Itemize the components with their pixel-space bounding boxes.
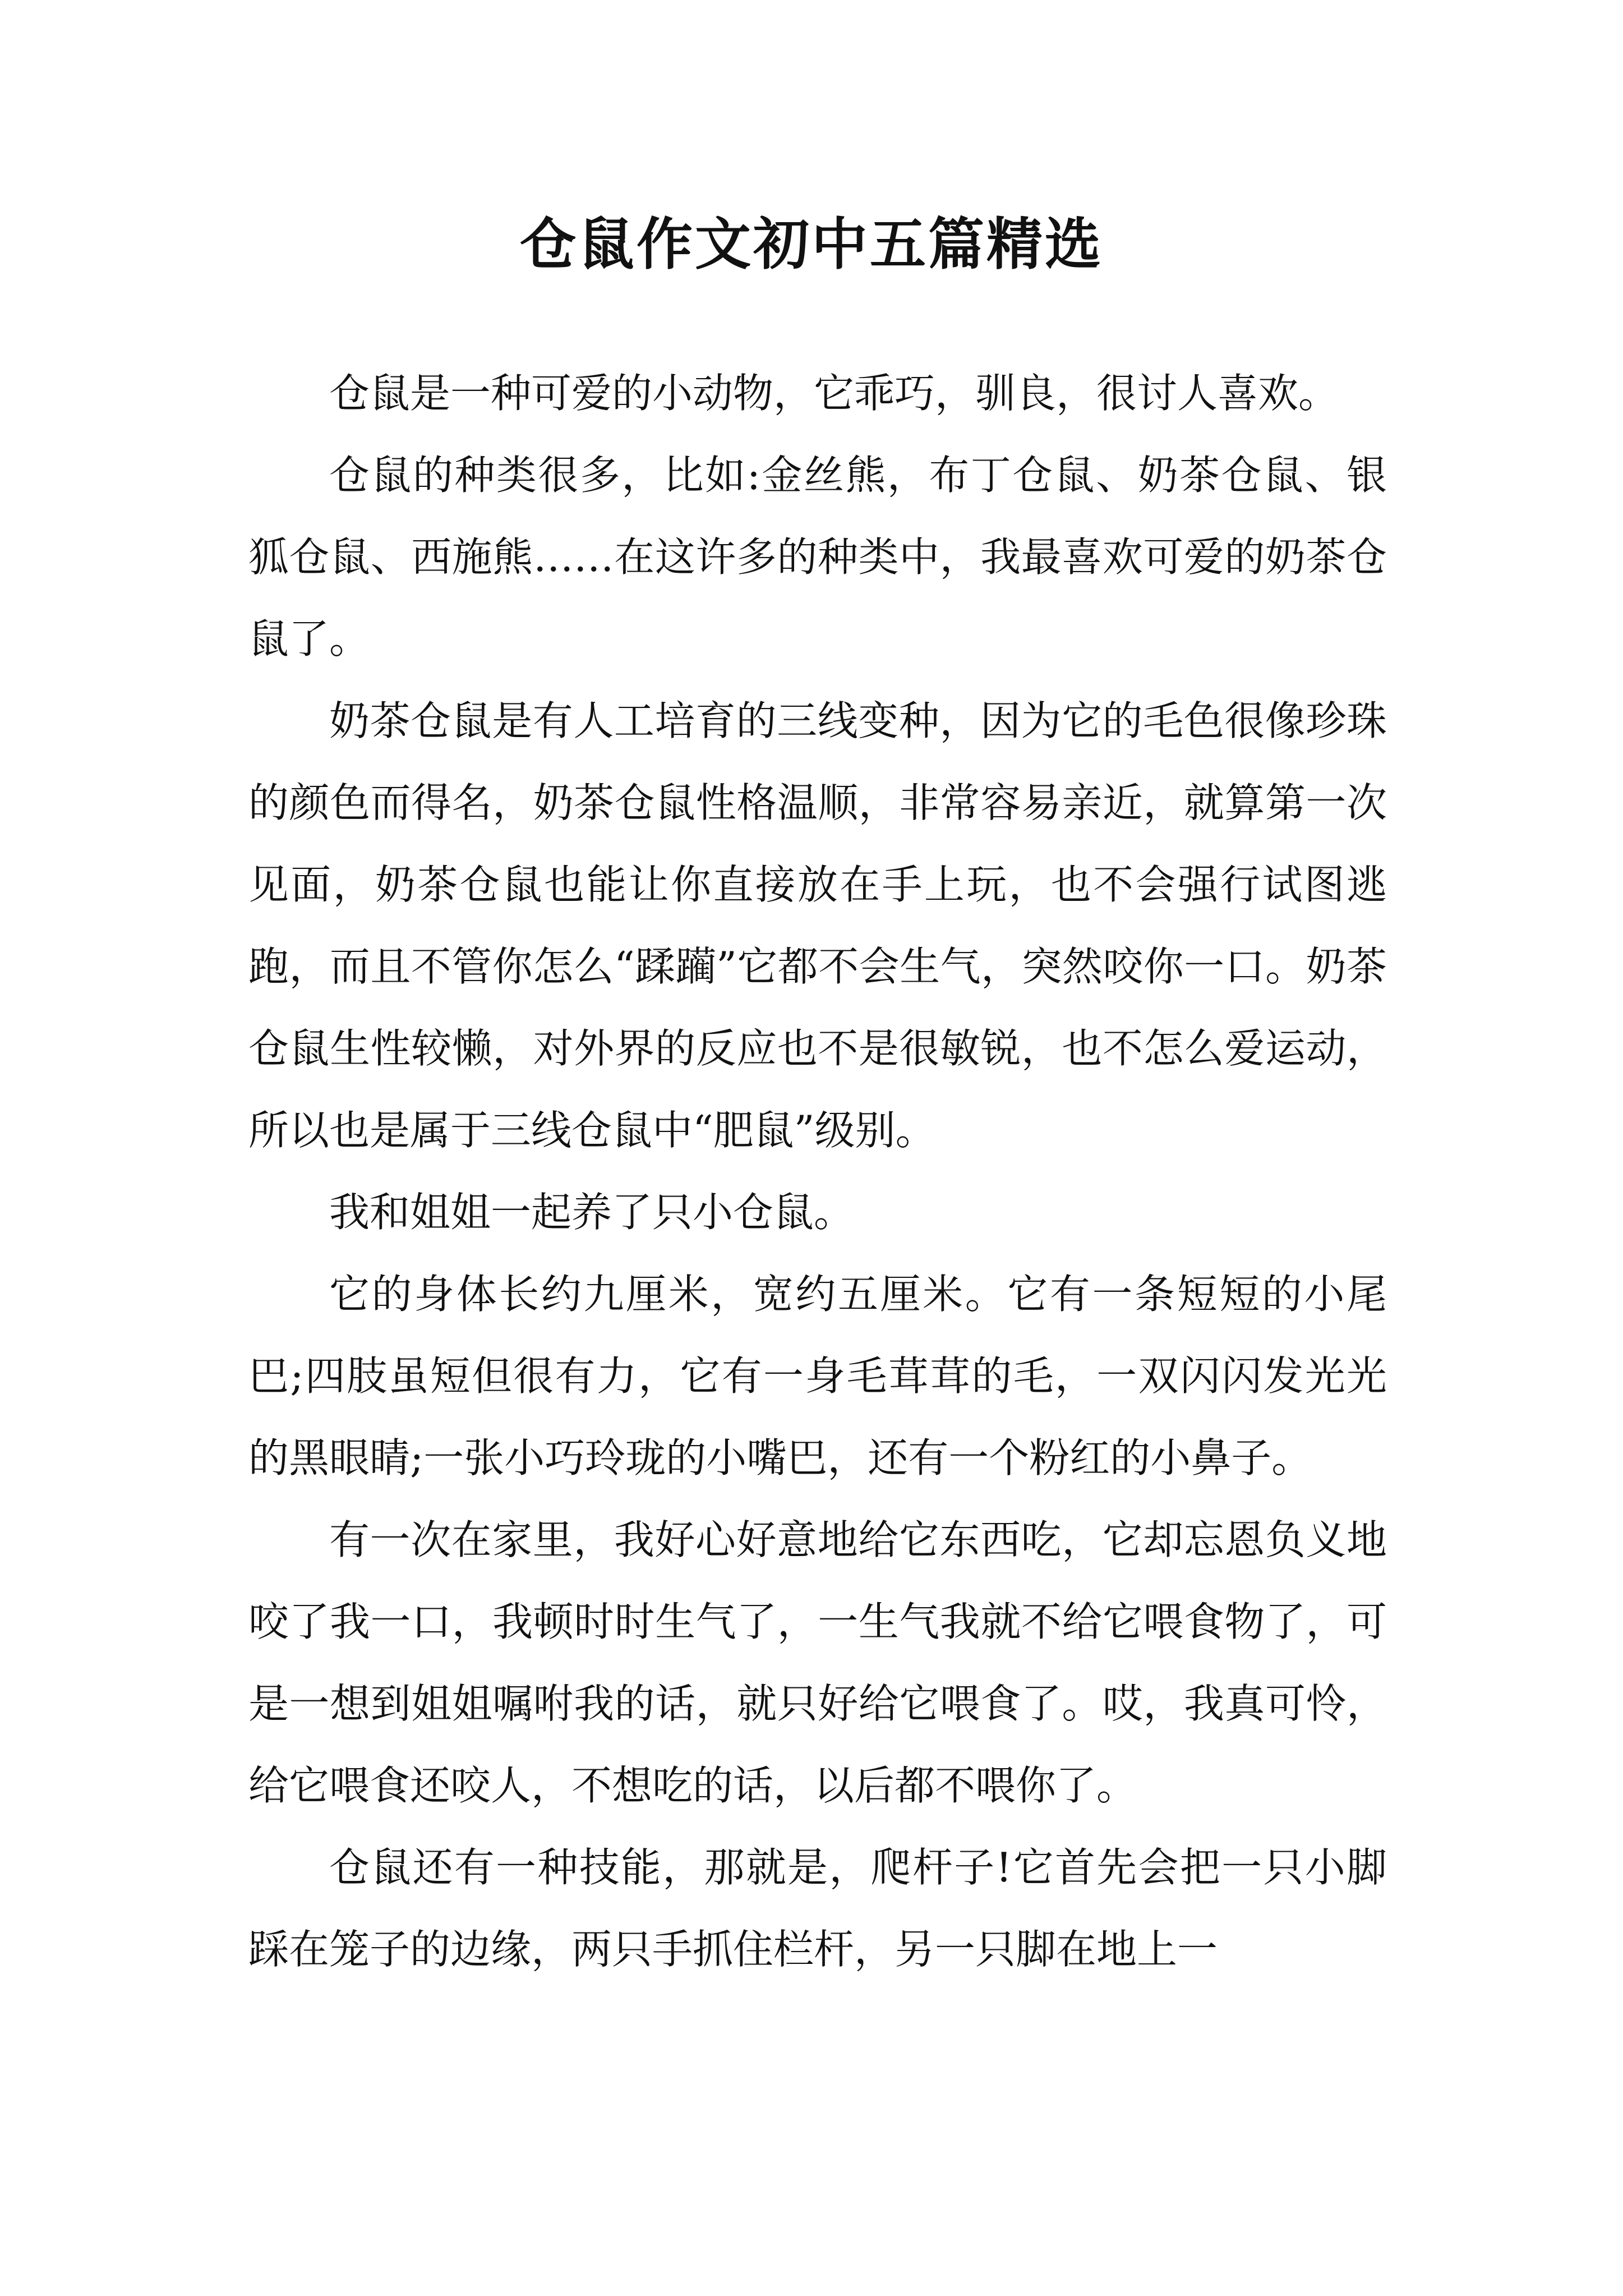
paragraph: 我和姐姐一起养了只小仓鼠。 (329, 1189, 855, 1236)
paragraph: 仓鼠的种类很多，比如:金丝熊，布丁仓鼠、奶茶仓鼠、银狐仓鼠、西施熊……在这许多的种类中，我最喜欢可爱的奶茶仓鼠了。 (248, 452, 1387, 662)
paragraph: 仓鼠是一种可爱的小动物，它乖巧，驯良，很讨人喜欢。 (329, 370, 1339, 417)
document-title: 仓鼠作文初中五篇精选 (520, 211, 1103, 277)
paragraph: 有一次在家里，我好心好意地给它东西吃，它却忘恩负义地咬了我一口，我顿时时生气了，一生气我就不给它喂食物了，可是一想到姐姐嘱咐我的话，就只好给它喂食了。哎，我真可怜，给它喂食还咬人，不想吃的话，以后都不喂你了。 (248, 1516, 1387, 1809)
document-body (248, 352, 1387, 1990)
paragraph: 仓鼠还有一种技能，那就是，爬杆子!它首先会把一只小脚踩在笼子的边缘，两只手抓住栏杆，另一只脚在地上一 (248, 1844, 1387, 1973)
paragraph: 它的身体长约九厘米，宽约五厘米。它有一条短短的小尾巴;四肢虽短但很有力，它有一身毛茸茸的毛，一双闪闪发光光的黑眼睛;一张小巧玲珑的小嘴巴，还有一个粉红的小鼻子。 (248, 1271, 1387, 1481)
paragraph: 奶茶仓鼠是有人工培育的三线变种，因为它的毛色很像珍珠的颜色而得名，奶茶仓鼠性格温顺，非常容易亲近，就算第一次见面，奶茶仓鼠也能让你直接放在手上玩，也不会强行试图逃跑，而且不管你怎么“蹂躏”它都不会生气，突然咬你一口。奶茶仓鼠生性较懒，对外界的反应也不是很敏锐，也不怎么爱运动，所以也是属于三线仓鼠中“肥鼠”级别。 (248, 697, 1387, 1154)
